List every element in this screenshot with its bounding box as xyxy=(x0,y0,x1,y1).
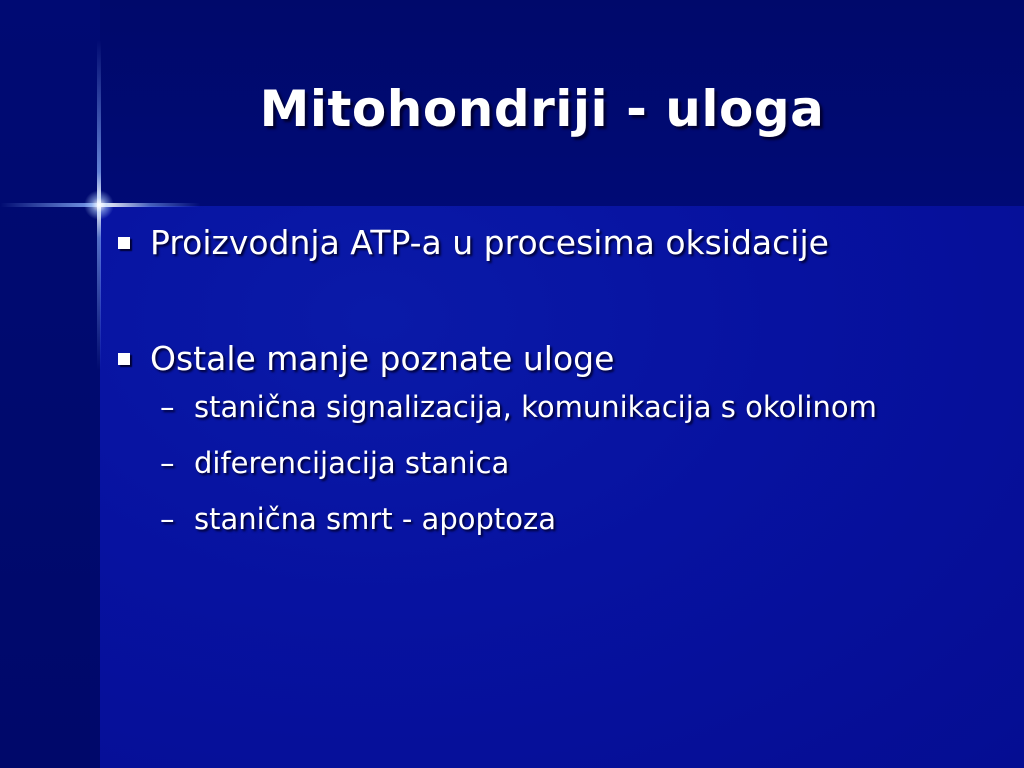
dash-bullet-icon: – xyxy=(160,390,175,424)
bullet-item xyxy=(112,334,1002,384)
bullet-list xyxy=(112,218,1002,538)
sub-bullet-item xyxy=(112,388,1002,426)
bullet-text: Proizvodnja ATP-a u procesima oksidacije xyxy=(150,223,829,262)
dash-bullet-icon: – xyxy=(160,446,175,480)
sub-bullet-item xyxy=(112,444,1002,482)
sub-bullet-text: stanična signalizacija, komunikacija s okolinom xyxy=(194,390,877,424)
slide-title: Mitohondriji - uloga xyxy=(259,80,825,138)
light-flare-center xyxy=(84,190,114,220)
square-bullet-icon xyxy=(118,237,130,249)
dash-bullet-icon: – xyxy=(160,502,175,536)
left-band xyxy=(0,0,100,768)
sub-bullet-item xyxy=(112,500,1002,538)
bullet-item xyxy=(112,218,1002,268)
square-bullet-icon xyxy=(118,353,130,365)
sub-bullet-text: diferencijacija stanica xyxy=(194,446,510,480)
sub-bullet-text: stanična smrt - apoptoza xyxy=(194,502,556,536)
bullet-text: Ostale manje poznate uloge xyxy=(150,339,615,378)
